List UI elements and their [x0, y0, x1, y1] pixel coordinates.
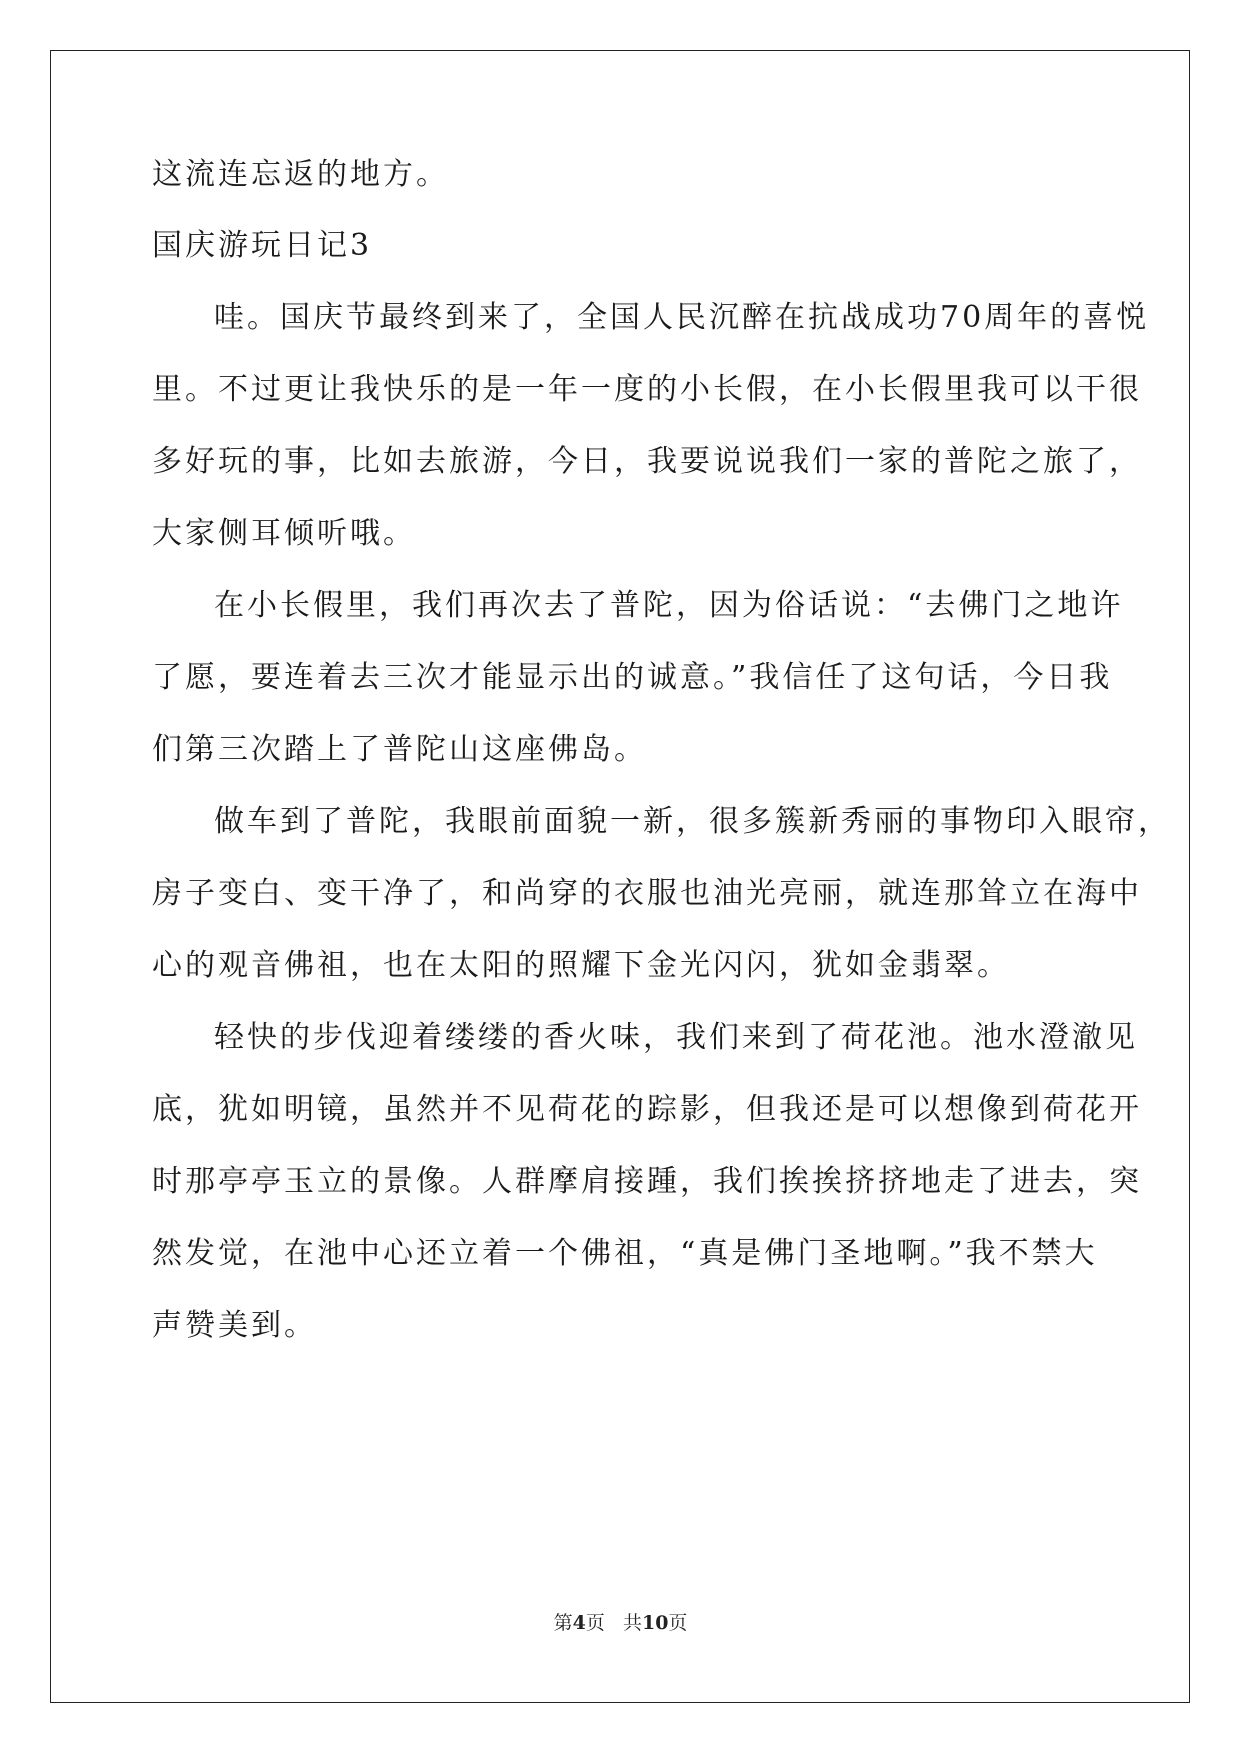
- page-suffix: 页: [585, 1612, 605, 1634]
- text-line: 心的观音佛祖，也在太阳的照耀下金光闪闪，犹如金翡翠。: [152, 948, 1010, 983]
- text-line: 轻快的步伐迎着缕缕的香火味，我们来到了荷花池。池水澄澈见: [214, 1020, 1138, 1055]
- page-prefix: 第: [553, 1612, 573, 1634]
- total-prefix: 共: [622, 1612, 642, 1634]
- section-heading: 国庆游玩日记3: [152, 228, 373, 263]
- text-line: 在小长假里，我们再次去了普陀，因为俗话说：“去佛门之地许: [214, 588, 1124, 623]
- text-line: 里。不过更让我快乐的是一年一度的小长假，在小长假里我可以干很: [152, 372, 1142, 407]
- text-line: 了愿，要连着去三次才能显示出的诚意。”我信任了这句话，今日我: [152, 660, 1113, 695]
- text-line: 做车到了普陀，我眼前面貌一新，很多簇新秀丽的事物印入眼帘，: [214, 804, 1171, 839]
- page-footer: [0, 1608, 1241, 1635]
- page-number: 4: [572, 1612, 586, 1634]
- text-line: 声赞美到。: [152, 1308, 317, 1343]
- total-pages: 10: [641, 1612, 669, 1634]
- total-suffix: 页: [668, 1612, 688, 1634]
- text-line: 哇。国庆节最终到来了，全国人民沉醉在抗战成功70周年的喜悦: [214, 300, 1150, 335]
- text-line: 房子变白、变干净了，和尚穿的衣服也油光亮丽，就连那耸立在海中: [152, 876, 1142, 911]
- text-line: 时那亭亭玉立的景像。人群摩肩接踵，我们挨挨挤挤地走了进去，突: [152, 1164, 1142, 1199]
- text-line: 多好玩的事，比如去旅游，今日，我要说说我们一家的普陀之旅了，: [152, 444, 1142, 479]
- text-line: 然发觉，在池中心还立着一个佛祖，“真是佛门圣地啊。”我不禁大: [152, 1236, 1098, 1271]
- text-line: 底，犹如明镜，虽然并不见荷花的踪影，但我还是可以想像到荷花开: [152, 1092, 1142, 1127]
- text-line: 们第三次踏上了普陀山这座佛岛。: [152, 732, 647, 767]
- text-line: 这流连忘返的地方。: [152, 157, 449, 192]
- text-line: 大家侧耳倾听哦。: [152, 516, 416, 551]
